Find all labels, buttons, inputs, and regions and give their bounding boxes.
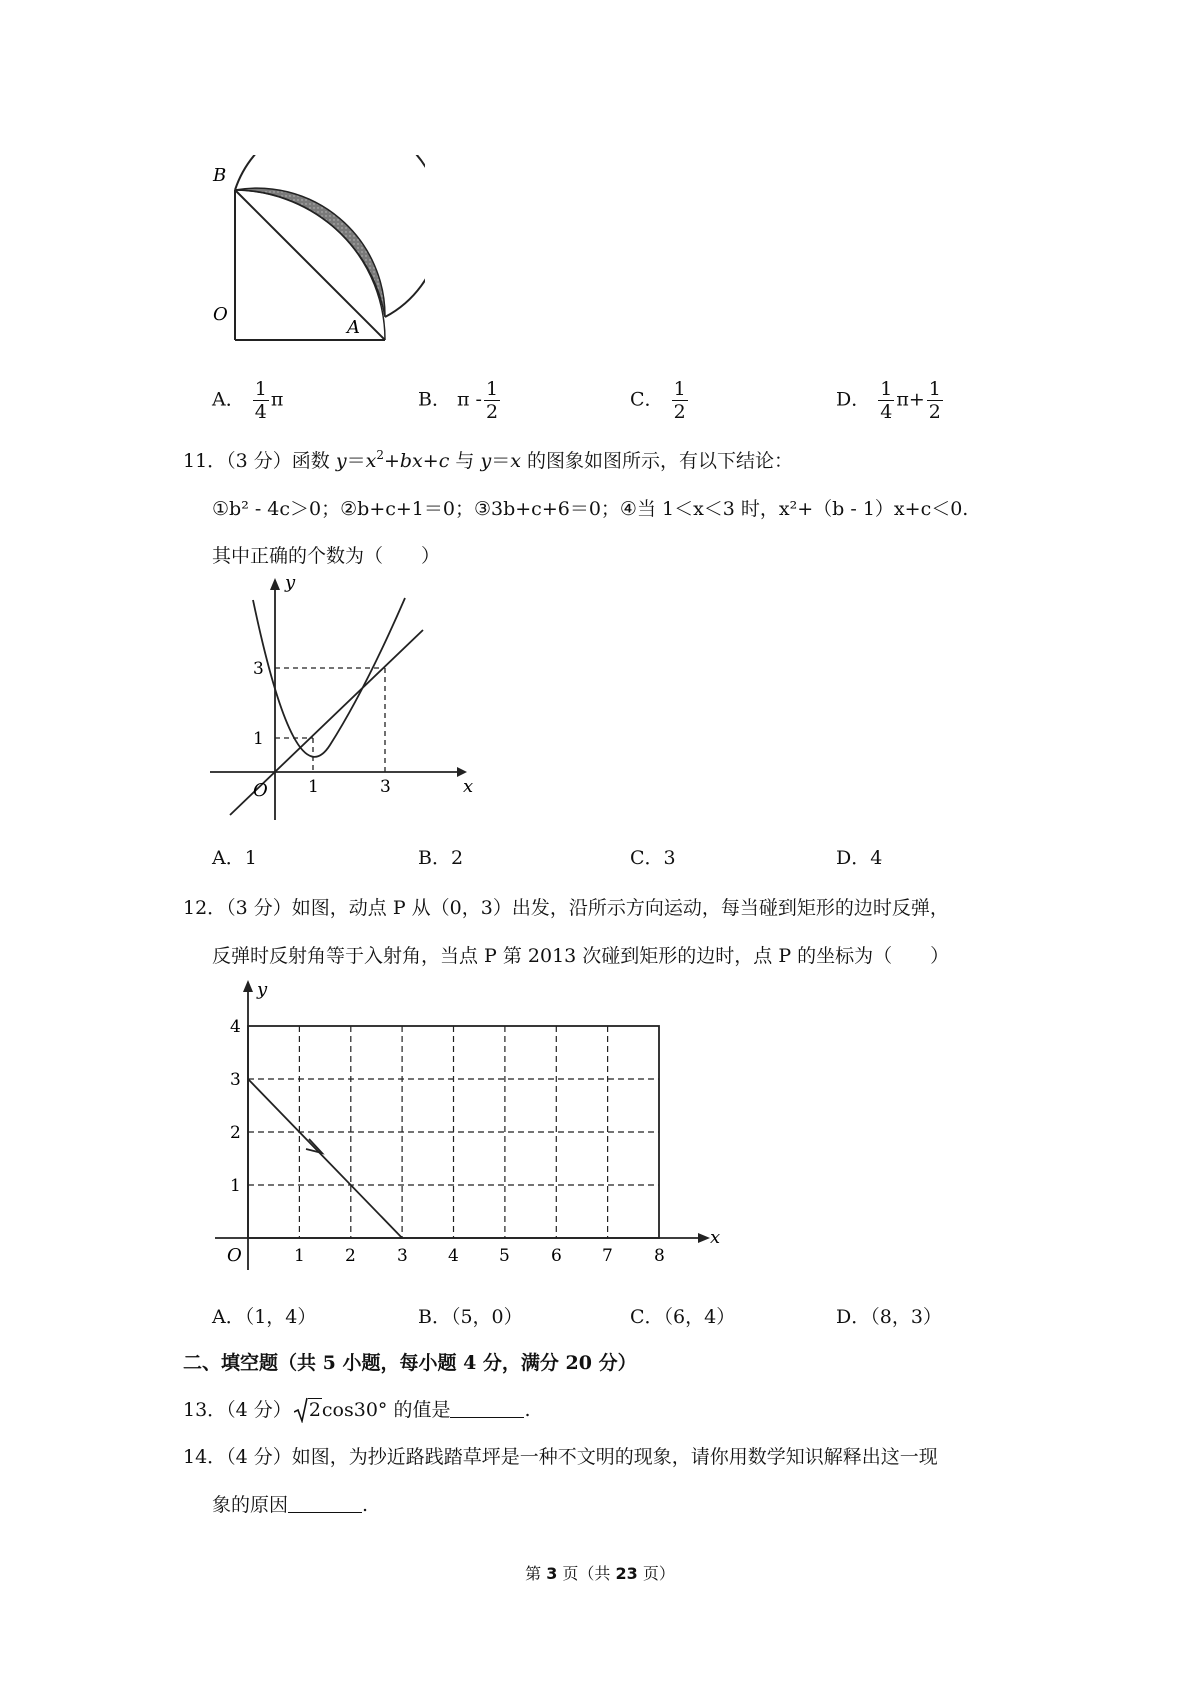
svg-text:3: 3 [253, 659, 264, 679]
q11-option-c: C．3 [630, 847, 676, 869]
q12-line2: 反弹时反射角等于入射角，当点 P 第 2013 次碰到矩形的边时，点 P 的坐标为（ ） [212, 945, 950, 967]
section-2-title: 二、填空题（共 5 小题，每小题 4 分，满分 20 分） [183, 1352, 637, 1374]
q12-line1: 12．（3 分）如图，动点 P 从（0，3）出发，沿所示方向运动，每当碰到矩形的边时反弹， [183, 897, 949, 919]
label-o: O [213, 304, 228, 325]
svg-text:3: 3 [397, 1246, 408, 1266]
svg-text:y: y [285, 572, 296, 593]
label-b: B [213, 165, 227, 186]
svg-text:2: 2 [230, 1123, 241, 1143]
q10-figure [205, 155, 425, 365]
svg-text:4: 4 [230, 1017, 241, 1037]
svg-text:x: x [710, 1227, 721, 1248]
svg-text:8: 8 [654, 1246, 665, 1266]
svg-text:y: y [257, 979, 268, 1000]
q11-line1: 11．（3 分）函数 $y=x^2+bx+c$ 与 y＝x 的图象如图所示，有以下结论： [183, 448, 793, 472]
sqrt-2: 2 [294, 1399, 322, 1421]
q11-option-a: A．1 [212, 847, 257, 869]
answer-blank-13[interactable] [450, 1399, 524, 1418]
q11-option-d: D．4 [836, 847, 883, 869]
q10-option-b: B． π - $\frac{1}{2}$ [418, 378, 499, 423]
q12-option-d: D．（8，3） [836, 1306, 942, 1328]
path-of-p [248, 1079, 402, 1238]
svg-text:x: x [463, 776, 474, 797]
q13: 13．（4 分） 2cos30° 的值是 . [183, 1399, 531, 1421]
svg-text:5: 5 [499, 1246, 510, 1266]
answer-blank-14[interactable] [288, 1494, 362, 1513]
chord-ab [235, 190, 385, 340]
svg-text:1: 1 [230, 1176, 241, 1196]
q12-option-b: B．（5，0） [418, 1306, 523, 1328]
svg-text:1: 1 [253, 729, 264, 749]
svg-text:O: O [227, 1245, 242, 1266]
page-footer: 第 3 页（共 23 页） [525, 1564, 675, 1583]
q10-option-c: C． $\frac{1}{2}$ [630, 378, 686, 423]
q12-graph [205, 975, 725, 1275]
shaded-region [235, 188, 385, 317]
svg-text:1: 1 [308, 777, 319, 797]
q10-option-a: A． $\frac{1}{4}$ π [212, 378, 284, 423]
q14-line2: 象的原因 . [212, 1494, 369, 1516]
q14-line1: 14．（4 分）如图，为抄近路践踏草坪是一种不文明的现象，请你用数学知识解释出这一现 [183, 1446, 938, 1468]
label-a: A [347, 317, 360, 338]
svg-text:3: 3 [230, 1070, 241, 1090]
svg-text:O: O [253, 780, 268, 801]
q12-option-c: C．（6，4） [630, 1306, 736, 1328]
q12-option-a: A．（1，4） [212, 1306, 317, 1328]
svg-text:1: 1 [294, 1246, 305, 1266]
svg-text:2: 2 [345, 1246, 356, 1266]
q11-line3: 其中正确的个数为（ ） [212, 545, 441, 567]
svg-text:6: 6 [551, 1246, 562, 1266]
svg-text:3: 3 [380, 777, 391, 797]
q10-option-d: D． $\frac{1}{4}$ π+ $\frac{1}{2}$ [836, 378, 941, 423]
q11-line2: ①b² - 4c＞0；②b+c+1＝0；③3b+c+6＝0；④当 1＜x＜3 时，x²+（b - 1）x+c＜0. [212, 498, 969, 520]
svg-text:4: 4 [448, 1246, 459, 1266]
q11-graph [205, 570, 485, 825]
svg-text:7: 7 [602, 1246, 613, 1266]
q11-option-b: B．2 [418, 847, 464, 869]
